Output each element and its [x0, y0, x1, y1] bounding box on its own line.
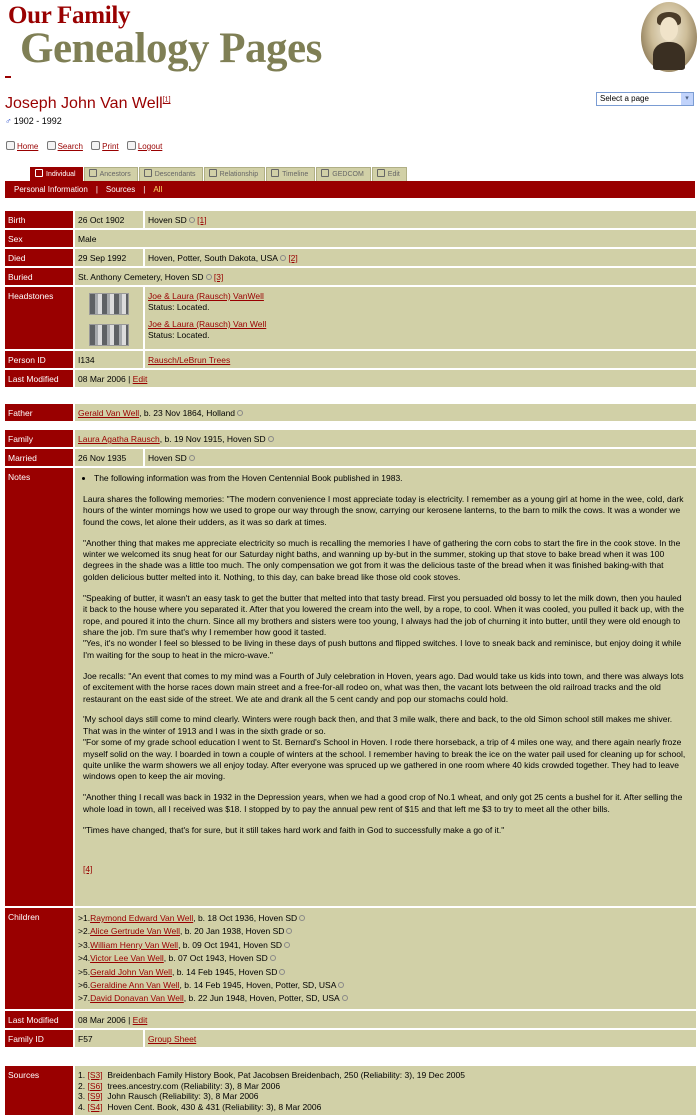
site-title-line1[interactable]: Our Family: [8, 2, 131, 29]
child-item: [78, 966, 693, 979]
headstone-status: Status: Located.: [148, 302, 210, 312]
child-link[interactable]: Raymond Edward Van Well: [90, 913, 194, 923]
print-icon: [91, 141, 100, 150]
person-name-text: Joseph John Van Well: [5, 95, 163, 112]
child-number: >6.: [78, 980, 91, 991]
headstone-status: Status: Located.: [148, 330, 210, 340]
tab-gedcom[interactable]: [316, 167, 371, 181]
source-text: John Rausch (Reliability: 3), 8 Mar 2006: [107, 1091, 259, 1102]
notes-label: Notes: [5, 468, 75, 906]
sources-table: [5, 1064, 696, 1117]
family-table: [5, 428, 696, 1049]
tab-individual[interactable]: [30, 167, 83, 181]
headstone-thumbs: [75, 287, 145, 349]
tab-descendants[interactable]: [139, 167, 203, 181]
notes-cite[interactable]: [4]: [83, 864, 93, 875]
died-label: Died: [5, 249, 75, 266]
married-place-cell: [145, 449, 696, 466]
child-info: , b. 22 Jun 1948, Hoven, Potter, SD, USA: [183, 993, 340, 1004]
child-info: , b. 09 Oct 1941, Hoven SD: [178, 939, 283, 950]
sex-row: [5, 230, 696, 247]
child-link[interactable]: William Henry Van Well: [90, 939, 179, 950]
person-id-value: I134: [75, 351, 145, 368]
spouse-cell: [75, 430, 696, 447]
married-place: Hoven SD: [148, 453, 187, 463]
child-number: >4.: [78, 953, 91, 964]
headstone-link[interactable]: Joe & Laura (Rausch) VanWell: [148, 291, 264, 301]
magnifier-icon[interactable]: [237, 410, 243, 416]
sources-cell: [75, 1066, 696, 1115]
birth-place-cell: [145, 211, 696, 228]
tree-link[interactable]: Rausch/LeBrun Trees: [148, 355, 231, 365]
died-row: [5, 249, 696, 266]
notes-row: [5, 468, 696, 906]
headstone-item: [148, 291, 693, 312]
child-item: [78, 979, 693, 992]
died-cite[interactable]: [2]: [288, 253, 298, 263]
spouse-info: , b. 19 Nov 1915, Hoven SD: [159, 434, 266, 444]
source-item: [78, 1081, 693, 1092]
sex-label: Sex: [5, 230, 75, 247]
child-number: >1.: [78, 913, 91, 923]
sub-navigation: [5, 181, 695, 198]
home-link[interactable]: Home: [17, 142, 39, 151]
magnifier-icon[interactable]: [284, 942, 290, 948]
source-item: [78, 1070, 693, 1081]
source-ref-link[interactable]: [S6]: [87, 1080, 103, 1091]
magnifier-icon[interactable]: [189, 455, 195, 461]
source-item: [78, 1091, 693, 1102]
buried-row: [5, 268, 696, 285]
person-name: [5, 95, 171, 113]
subnav-separator: |: [143, 185, 146, 194]
magnifier-icon[interactable]: [342, 995, 348, 1001]
person-lifespan: 1902 - 1992: [13, 116, 62, 126]
child-number: >7.: [78, 993, 91, 1004]
page-select-value: Select a page: [600, 94, 649, 103]
tab-edit[interactable]: [372, 167, 407, 181]
magnifier-icon[interactable]: [299, 915, 305, 921]
logout-icon: [127, 141, 136, 150]
birth-row: [5, 211, 696, 228]
father-label: Father: [5, 404, 75, 421]
tab-bar: [30, 167, 408, 181]
children-cell: [75, 908, 696, 1009]
notes-paragraph: "Speaking of butter, it wasn't an easy task to get the butter that melted into that tasty bread. First you persuaded old bossy to let the milk down, then you hauled it back to the house where you separated it. After that you lowered the cream into the well, by a rope, to cool. When it was cooled, you pulled it back up, with the rope, and poured it into the churn. Since all my brothers and sisters were too young, I always had the job of churning it into butter, until they were old enough to share the job. I'm sure that's why I remember how good it tasted.: [83, 592, 685, 637]
child-link[interactable]: Gerald John Van Well: [90, 966, 172, 977]
family-last-modified-value: 08 Mar 2006 |: [78, 1014, 131, 1025]
source-number: 3.: [78, 1091, 86, 1102]
source-item: [78, 1102, 693, 1113]
tab-label: Timeline: [282, 171, 309, 178]
birth-cite[interactable]: [1]: [197, 215, 207, 225]
father-link[interactable]: Gerald Van Well: [78, 408, 140, 418]
male-icon: ♂: [5, 116, 12, 126]
father-cell: [75, 404, 696, 421]
married-row: [5, 449, 696, 466]
headstone-item: [148, 319, 693, 340]
individual-table: [5, 209, 696, 389]
child-link[interactable]: Alice Gertrude Van Well: [90, 926, 180, 937]
tab-ancestors[interactable]: [84, 167, 138, 181]
person-id-row: [5, 351, 696, 368]
edit-link[interactable]: Edit: [132, 374, 148, 384]
family-edit-link[interactable]: Edit: [132, 1014, 148, 1025]
subnav-all[interactable]: All: [153, 185, 163, 194]
family-last-modified-label: Last Modified: [5, 1011, 75, 1028]
headstone-thumbnail[interactable]: [89, 324, 129, 346]
died-date: 29 Sep 1992: [75, 249, 145, 266]
sources-row: [5, 1066, 696, 1115]
buried-place: St. Anthony Cemetery, Hoven SD: [78, 272, 204, 282]
notes-paragraph: • The following information was from the Hoven Centennial Book published in 1983.: [94, 473, 686, 484]
last-modified-cell: [75, 370, 696, 387]
birth-label: Birth: [5, 211, 75, 228]
edit-icon: [377, 169, 385, 177]
portrait-photo: [641, 2, 697, 72]
source-text: Breidenbach Family History Book, Pat Jacobsen Breidenbach, 250 (Reliability: 3), 19 Dec 2005: [107, 1070, 465, 1080]
child-info: , b. 20 Jan 1938, Hoven SD: [179, 926, 285, 937]
family-id-label: Family ID: [5, 1030, 75, 1047]
notes-paragraph: "Yes, it's no wonder I feel so blessed to be living in these days of push buttons and flipped switches. I love to sneak back and reminisce, but enjoy doing it while I'm waiting for the soup to heat in the micro-wave.": [83, 638, 682, 660]
last-modified-label: Last Modified: [5, 370, 75, 387]
child-item: [78, 925, 693, 938]
died-place-cell: [145, 249, 696, 266]
portrait-face: [660, 17, 678, 41]
married-date: 26 Nov 1935: [75, 449, 145, 466]
notes-paragraph: 'My school days still come to mind clearly. Winters were rough back then, and that 3 mile walk, there and back, to the old Simon school still makes me shiver. That was in the winter of 1913 and I was in the sixth grade or so.: [83, 714, 673, 736]
family-row: [5, 430, 696, 447]
individual-icon: [35, 169, 43, 177]
child-info: , b. 18 Oct 1936, Hoven SD: [193, 913, 298, 923]
headstone-list: [145, 287, 696, 349]
print-link[interactable]: Print: [102, 142, 119, 151]
last-modified-value: 08 Mar 2006 |: [78, 374, 131, 384]
tab-label: Ancestors: [99, 171, 131, 178]
buried-cell: [75, 268, 696, 285]
sources-label: Sources: [5, 1066, 75, 1115]
person-id-label: Person ID: [5, 351, 75, 368]
source-ref-link[interactable]: [S3]: [87, 1070, 103, 1080]
birth-date: 26 Oct 1902: [75, 211, 145, 228]
birth-place: Hoven SD: [148, 215, 187, 225]
relationship-icon: [209, 169, 217, 177]
father-info: , b. 23 Nov 1864, Holland: [139, 408, 236, 418]
child-number: >5.: [78, 966, 91, 977]
tab-label: Descendants: [154, 171, 196, 178]
tab-label: Relationship: [219, 171, 259, 178]
subnav-sources[interactable]: Sources: [105, 185, 136, 194]
headstone-link[interactable]: Joe & Laura (Rausch) Van Well: [148, 319, 267, 329]
ancestors-icon: [89, 169, 97, 177]
source-number: 1.: [78, 1070, 86, 1080]
married-label: Married: [5, 449, 75, 466]
family-last-modified-row: [5, 1011, 696, 1028]
gedcom-icon: [321, 169, 329, 177]
magnifier-icon[interactable]: [280, 255, 286, 261]
source-text: trees.ancestry.com (Reliability: 3), 8 Mar 2006: [107, 1080, 281, 1091]
father-table: [5, 402, 696, 423]
magnifier-icon[interactable]: [268, 436, 274, 442]
tree-cell: [145, 351, 696, 368]
died-place: Hoven, Potter, South Dakota, USA: [148, 253, 278, 263]
child-item: [78, 912, 693, 925]
descendants-icon: [144, 169, 152, 177]
notes-paragraph: "Times have changed, that's for sure, but it still takes hard work and faith in God to successfully make a go of it.": [83, 824, 505, 835]
tab-timeline[interactable]: [266, 167, 315, 181]
father-row: [5, 404, 696, 421]
child-link[interactable]: Victor Lee Van Well: [90, 953, 164, 964]
person-name-cite[interactable]: [1]: [162, 96, 171, 104]
search-link[interactable]: Search: [57, 142, 83, 151]
magnifier-icon[interactable]: [286, 928, 292, 934]
tab-relationship[interactable]: [204, 167, 266, 181]
headstones-row: [5, 287, 696, 349]
source-text: Hoven Cent. Book, 430 & 431 (Reliability: 3), 8 Mar 2006: [107, 1101, 322, 1112]
notes-paragraph: "For some of my grade school education I went to St. Bernard's School in Hoven. I rode there horseback, a trip of 4 miles one way, and there again nearly froze myself solid on the way. I boarded in town a couple of winters at the school. I remember having to break the ice on the water pail used for cleaning up for school, quite unlike the warm showers we all enjoy today. After everyone was spruced up we gathered in one room where 40 kids crowded together. They had to leave windows open to keep the air moving.: [83, 737, 686, 782]
child-link[interactable]: David Donavan Van Well: [90, 993, 184, 1004]
logout-link[interactable]: Logout: [137, 142, 163, 151]
home-icon: [6, 141, 15, 150]
source-ref-link[interactable]: [S4]: [87, 1101, 103, 1112]
tab-label: Edit: [387, 171, 400, 178]
site-header: [0, 0, 700, 80]
source-ref-link[interactable]: [S9]: [87, 1091, 103, 1102]
utility-links: [6, 141, 168, 151]
search-icon: [47, 141, 56, 150]
child-info: , b. 14 Feb 1945, Hoven, Potter, SD, USA: [179, 980, 337, 991]
child-number: >2.: [78, 926, 91, 937]
magnifier-icon[interactable]: [338, 982, 344, 988]
group-sheet-link[interactable]: Group Sheet: [148, 1033, 197, 1044]
child-item: [78, 992, 693, 1005]
group-sheet-cell: [145, 1030, 696, 1047]
child-info: , b. 07 Oct 1943, Hoven SD: [163, 953, 268, 964]
subnav-separator: |: [95, 185, 98, 194]
magnifier-icon[interactable]: [279, 969, 285, 975]
child-info: , b. 14 Feb 1945, Hoven SD: [171, 966, 278, 977]
child-number: >3.: [78, 939, 91, 950]
family-label: Family: [5, 430, 75, 447]
notes-cell: [75, 468, 696, 906]
family-last-modified-cell: [75, 1011, 696, 1028]
tab-label: GEDCOM: [332, 171, 364, 178]
source-number: 2.: [78, 1080, 86, 1091]
child-link[interactable]: Geraldine Ann Van Well: [90, 980, 180, 991]
magnifier-icon[interactable]: [206, 274, 212, 280]
notes-paragraph: "Another thing that makes me appreciate electricity so much is recalling the memories I have of gathering the corn cobs to start the fire in the cook stove. In the winter we welcomed its snug heat for our Saturday night baths, and wanning up by-but in the summer, stoking up that stove to bake bread when it was 100 degrees in the shade was a little too much. The only compensation we got from it was the delicious taste of the bread when it was finished baking-with that golden delicious butter melted into it. Nothing, to this day, can bake bread like those old cook stoves.: [83, 537, 681, 582]
header-rule: [5, 76, 11, 78]
notes-paragraph: Joe recalls: "An event that comes to my mind was a Fourth of July celebration in Hoven, years ago. Dad would take us kids into town, and there was always lots of excitement with the horse races down main street and a free-for-all rodeo on, what was then, the vacant lots between the old railroad tracks and the old restaurant on the east side of the street. We ate and drank all the 5 cent candy and pop our stomachs could hold.: [83, 670, 684, 704]
sex-value: Male: [75, 230, 696, 247]
child-item: [78, 939, 693, 952]
timeline-icon: [271, 169, 279, 177]
spouse-link[interactable]: Laura Agatha Rausch: [78, 434, 160, 444]
notes-paragraph: "Another thing I recall was back in 1932 in the Depression years, when we had a good crop of No.1 wheat, and only got 25 cents a bushel for it. After selling the whole load in town, all I received was $18. I stopped by to pay the annual pew rent of $15 and that left me $3 to try to meet all the other bills.: [83, 792, 683, 814]
headstones-label: Headstones: [5, 287, 75, 349]
tab-label: Individual: [46, 171, 76, 178]
family-id-row: [5, 1030, 696, 1047]
notes-paragraph: Laura shares the following memories: "The modern convenience I most appreciate today is electricity. I remember as a young girl at home in the wee, cold, dark hours of the winter mornings how we used to grope our way through the snow, carrying our kerosene lanterns, to the barn to milk the cows. It was a wonder we found the cows, let alone their udders, as it was so dark at times.: [83, 493, 684, 527]
chevron-down-icon[interactable]: ▾: [681, 93, 693, 105]
subnav-personal-info[interactable]: Personal Information: [14, 185, 88, 194]
portrait-body: [653, 42, 685, 70]
page-select-dropdown[interactable]: [596, 92, 694, 106]
buried-cite[interactable]: [3]: [213, 272, 224, 282]
source-number: 4.: [78, 1101, 86, 1112]
headstone-thumbnail[interactable]: [89, 293, 129, 315]
family-id-value: F57: [75, 1030, 145, 1047]
person-dates: [5, 116, 62, 126]
children-label: Children: [5, 908, 75, 1009]
children-row: [5, 908, 696, 1009]
magnifier-icon[interactable]: [189, 217, 195, 223]
last-modified-row: [5, 370, 696, 387]
magnifier-icon[interactable]: [270, 955, 276, 961]
site-title-line2[interactable]: Genealogy Pages: [20, 25, 322, 72]
child-item: [78, 952, 693, 965]
buried-label: Buried: [5, 268, 75, 285]
